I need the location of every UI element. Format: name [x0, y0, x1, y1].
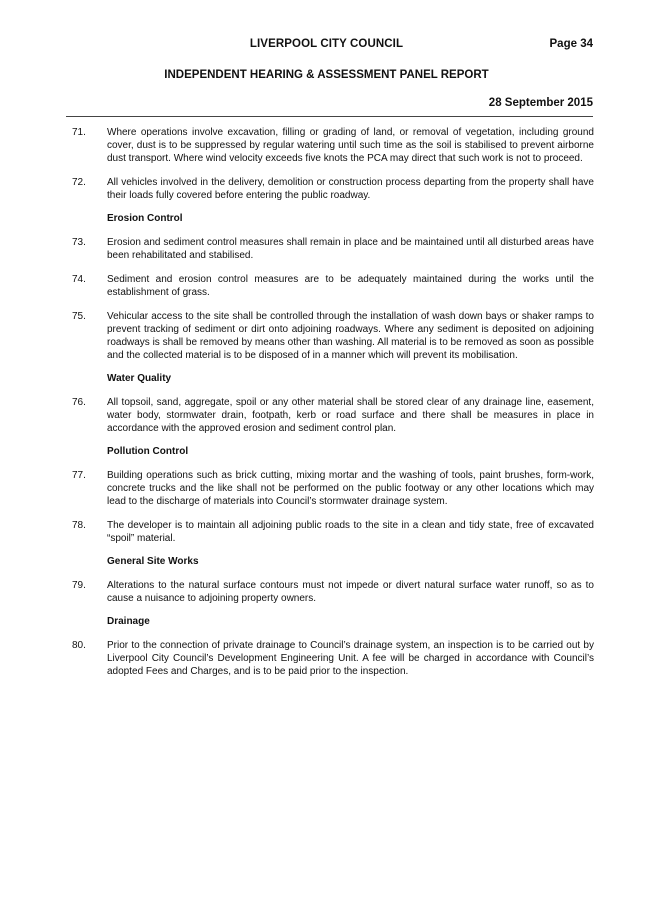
condition-text: Where operations involve excavation, filling or grading of land, or removal of vegetation, including ground cover, dust is to be suppressed by regular watering until such time as the soil is stabilised to prevent airborne dust transport. Where wind velocity exceeds five knots the PCA may direct that such work is not to proceed. [107, 127, 594, 164]
page-header [0, 0, 653, 125]
condition-number: 72. [72, 177, 86, 188]
page-number: Page 34 [549, 38, 593, 50]
condition-71 [72, 126, 594, 165]
condition-number: 78. [72, 520, 86, 531]
condition-77 [72, 469, 594, 508]
condition-text: Prior to the connection of private drainage to Council’s drainage system, an inspection is to be carried out by Liverpool City Council’s Development Engineering Unit. A fee will be charged in accordance with Council’s adopted Fees and Charges, and is to be paid prior to the inspection. [107, 640, 594, 677]
subheading-pollution-control: Pollution Control [107, 446, 189, 457]
condition-80 [72, 639, 594, 678]
condition-text: Vehicular access to the site shall be controlled through the installation of wash down bays or shaker ramps to prevent tracking of sediment or dirt onto adjoining roadways. Where any sediment is deposited on adjoining roadways is shall be removed by means other than washing. All material is to be removed as soon as possible and the collected material is to be disposed of in a manner which will prevent its mobilisation. [107, 311, 594, 361]
document-body [72, 126, 594, 689]
condition-76 [72, 396, 594, 435]
condition-text: Erosion and sediment control measures shall remain in place and be maintained until all disturbed areas have been rehabilitated and stabilised. [107, 237, 594, 261]
condition-number: 71. [72, 127, 86, 138]
condition-number: 80. [72, 640, 86, 651]
council-name: LIVERPOOL CITY COUNCIL [249, 38, 404, 50]
header-divider [66, 116, 593, 117]
report-date: 28 September 2015 [488, 97, 593, 109]
condition-72 [72, 176, 594, 202]
condition-text: Sediment and erosion control measures are to be adequately maintained during the works until the establishment of grass. [107, 274, 594, 298]
condition-73 [72, 236, 594, 262]
condition-74 [72, 273, 594, 299]
condition-number: 74. [72, 274, 86, 285]
subheading-general-site-works: General Site Works [107, 556, 199, 567]
condition-text: All topsoil, sand, aggregate, spoil or any other material shall be stored clear of any drainage line, easement, water body, stormwater drain, footpath, kerb or road surface and there shall be measures in place in accordance with the approved erosion and sediment control plan. [107, 397, 594, 434]
report-title: INDEPENDENT HEARING & ASSESSMENT PANEL REPORT [164, 69, 489, 81]
subheading-water-quality: Water Quality [107, 373, 172, 384]
condition-number: 79. [72, 580, 86, 591]
condition-text: All vehicles involved in the delivery, demolition or construction process departing from the property shall have their loads fully covered before entering the public roadway. [107, 177, 594, 201]
subheading-drainage: Drainage [107, 616, 150, 627]
condition-text: Building operations such as brick cutting, mixing mortar and the washing of tools, paint brushes, form-work, concrete trucks and the like shall not be performed on the public footway or any other locations which may lead to the discharge of materials into Council’s stormwater drainage system. [107, 470, 594, 507]
condition-75 [72, 310, 594, 362]
condition-number: 76. [72, 397, 86, 408]
condition-text: Alterations to the natural surface contours must not impede or divert natural surface water runoff, so as to cause a nuisance to adjoining property owners. [107, 580, 594, 604]
condition-78 [72, 519, 594, 545]
condition-number: 73. [72, 237, 86, 248]
subheading-erosion-control: Erosion Control [107, 213, 183, 224]
condition-79 [72, 579, 594, 605]
condition-text: The developer is to maintain all adjoining public roads to the site in a clean and tidy state, free of excavated “spoil” material. [107, 520, 594, 544]
condition-number: 75. [72, 311, 86, 322]
condition-number: 77. [72, 470, 86, 481]
